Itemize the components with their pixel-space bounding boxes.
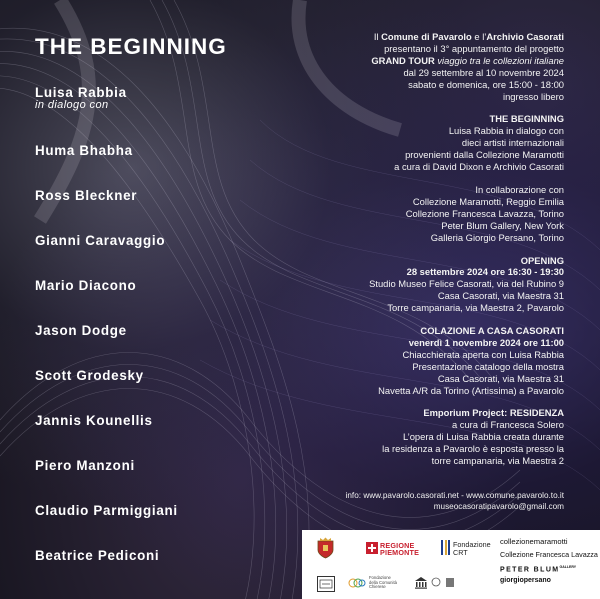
partner-logo-icon bbox=[445, 576, 455, 590]
project-name: GRAND TOUR bbox=[371, 54, 435, 66]
exhibition-line: a cura di David Dixon e Archivio Casorati bbox=[394, 161, 564, 173]
crt-label: Fondazione bbox=[453, 540, 491, 549]
website-links[interactable]: info: www.pavarolo.casorati.net - www.comune.pavarolo.to.it bbox=[345, 491, 564, 500]
colazione-line: Navetta A/R da Torino (Artissima) a Pavarolo bbox=[378, 384, 564, 396]
dialog-label: in dialogo con bbox=[35, 99, 109, 111]
regione-label: REGIONE bbox=[380, 541, 415, 550]
email-link[interactable]: museocasoratipavarolo@gmail.com bbox=[433, 502, 564, 511]
artist-name: Jason Dodge bbox=[35, 323, 127, 338]
opening-heading: OPENING bbox=[520, 254, 564, 266]
exhibition-block bbox=[309, 113, 564, 173]
colazione-line: Chiacchierata aperta con Luisa Rabbia bbox=[402, 348, 564, 360]
fondazione-comunita-logo-icon bbox=[348, 576, 366, 590]
lavazza-logo: Collezione Francesca Lavazza bbox=[500, 550, 598, 559]
collaboration-line: Galleria Giorgio Persano, Torino bbox=[430, 231, 564, 243]
emporium-line: L’opera di Luisa Rabbia creata durante bbox=[402, 431, 564, 443]
artist-name: Beatrice Pediconi bbox=[35, 548, 160, 563]
partner-logo-icon bbox=[431, 576, 441, 590]
intro-text: e l’ bbox=[471, 31, 487, 42]
regione-label: PIEMONTE bbox=[380, 548, 420, 557]
opening-line: Casa Casorati, via Maestra 31 bbox=[437, 290, 564, 302]
persano-logo: giorgiopersano bbox=[500, 577, 551, 584]
page-title: THE BEGINNING bbox=[35, 34, 227, 59]
opening-hours: sabato e domenica, ore 15:00 - 18:00 bbox=[408, 78, 564, 90]
artist-name: Scott Grodesky bbox=[35, 368, 144, 383]
comune-name: Comune di Pavarolo bbox=[381, 31, 472, 42]
artist-name: Huma Bhabha bbox=[35, 143, 133, 158]
collaboration-line: In collaborazione con bbox=[475, 183, 564, 195]
artist-name: Piero Manzoni bbox=[35, 458, 135, 473]
emporium-heading: Emporium Project: bbox=[423, 407, 510, 419]
emporium-line: la residenza a Pavarolo è esposta presso la bbox=[382, 443, 564, 455]
entry-note: ingresso libero bbox=[503, 90, 564, 102]
unesco-temple-icon bbox=[414, 576, 428, 590]
colazione-block bbox=[309, 325, 564, 396]
collaboration-line: Collezione Maramotti, Reggio Emilia bbox=[412, 195, 564, 207]
emporium-block bbox=[309, 407, 564, 467]
fondazione-small-label: Fondazione bbox=[369, 575, 391, 580]
colazione-date: venerdì 1 novembre 2024 ore 11:00 bbox=[408, 336, 564, 348]
artist-luisa-rabbia: Luisa Rabbia bbox=[35, 85, 127, 100]
sponsor-logos bbox=[302, 530, 600, 599]
event-info bbox=[309, 31, 564, 478]
project-subtitle: viaggio tra le collezioni italiane bbox=[434, 54, 564, 66]
colazione-heading: COLAZIONE A CASA CASORATI bbox=[420, 325, 564, 337]
exhibition-heading: THE BEGINNING bbox=[489, 113, 564, 125]
peter-blum-label: PETER BLUM bbox=[500, 566, 560, 574]
emporium-heading: RESIDENZA bbox=[509, 407, 564, 419]
opening-line: Torre campanaria, via Maestra 2, Pavarolo bbox=[387, 302, 564, 314]
crt-label: CRT bbox=[453, 547, 468, 557]
artist-name: Gianni Caravaggio bbox=[35, 233, 166, 248]
exhibition-line: provenienti dalla Collezione Maramotti bbox=[405, 149, 564, 161]
gallery-label: GALLERY bbox=[559, 565, 577, 569]
opening-date: 28 settembre 2024 ore 16:30 - 19:30 bbox=[406, 266, 564, 278]
fondazione-small-label: della Comunità bbox=[369, 579, 397, 585]
artist-name: Ross Bleckner bbox=[35, 188, 138, 203]
intro-text: Il bbox=[373, 31, 382, 42]
artist-name: Claudio Parmiggiani bbox=[35, 503, 178, 518]
fondazione-small-label: Chierese bbox=[369, 584, 386, 590]
crt-bars-icon bbox=[441, 540, 450, 555]
collaboration-line: Collezione Francesca Lavazza, Torino bbox=[405, 207, 564, 219]
collaboration-line: Peter Blum Gallery, New York bbox=[441, 219, 564, 231]
archivio-name: Archivio Casorati bbox=[486, 31, 564, 42]
regione-piemonte-logo bbox=[366, 541, 420, 558]
intro-block bbox=[309, 31, 564, 102]
exhibition-line: Luisa Rabbia in dialogo con bbox=[448, 125, 564, 137]
peter-blum-logo bbox=[500, 565, 576, 573]
comune-crest-icon bbox=[317, 537, 334, 559]
fondazione-comunita-text bbox=[369, 576, 397, 590]
artist-name: Jannis Kounellis bbox=[35, 413, 153, 428]
casorati-logo-icon bbox=[317, 576, 335, 592]
contacts bbox=[346, 490, 564, 512]
emporium-line: torre campanaria, via Maestra 2 bbox=[431, 455, 564, 467]
opening-line: Studio Museo Felice Casorati, via del Rubino 9 bbox=[369, 278, 564, 290]
colazione-line: Presentazione catalogo della mostra bbox=[412, 360, 564, 372]
artist-name: Mario Diacono bbox=[35, 278, 137, 293]
emporium-line: a cura di Francesca Solero bbox=[451, 419, 564, 431]
collaboration-block bbox=[309, 184, 564, 244]
date-range: dal 29 settembre al 10 novembre 2024 bbox=[403, 66, 564, 78]
maramotti-logo: collezionemaramotti bbox=[500, 537, 568, 546]
opening-block bbox=[309, 255, 564, 315]
exhibition-line: dieci artisti internazionali bbox=[461, 137, 564, 149]
colazione-line: Casa Casorati, via Maestra 31 bbox=[437, 372, 564, 384]
intro-text: presentano il 3° appuntamento del progetto bbox=[384, 42, 564, 54]
piemonte-flag-icon bbox=[366, 542, 378, 554]
